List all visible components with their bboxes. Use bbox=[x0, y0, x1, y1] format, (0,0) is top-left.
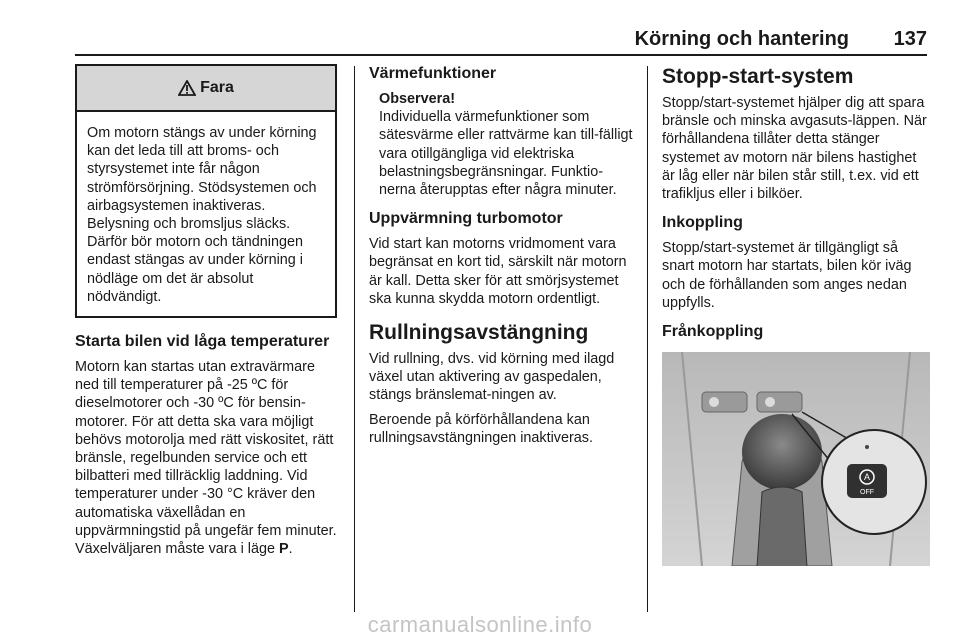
column-divider-2 bbox=[647, 66, 648, 612]
console-illustration bbox=[662, 352, 930, 566]
column-1 bbox=[75, 64, 337, 558]
note-text: Individuella värmefunktioner som sätesvärme eller rattvärme kan till-fälligt vara otillgängliga vid elektriska belastningsbegränsningar. Funktio-nerna återupptas efter några minuter. bbox=[379, 109, 633, 199]
column-2 bbox=[369, 64, 635, 447]
column-divider-1 bbox=[354, 66, 355, 612]
watermark: carmanualsonline.info bbox=[367, 612, 593, 637]
paragraph-activation: Stopp/start-systemet är tillgängligt så snart motorn har startats, bilen kör iväg och de förhållanden som anges nedan uppfylls. bbox=[662, 240, 912, 311]
gear-position: P bbox=[278, 541, 289, 558]
paragraph-turbo-warmup: Vid start kan motorns vridmoment vara begränsat en kort tid, särskilt när motorn är kall. Detta sker för att smörjsystemet ska kunna skydda motorn ordentligt. bbox=[369, 236, 627, 307]
heading-deactivation: Frånkoppling bbox=[662, 323, 764, 341]
heading-cold-start: Starta bilen vid låga temperaturer bbox=[75, 333, 330, 351]
heading-heating-functions: Värmefunktioner bbox=[369, 65, 497, 82]
note-box bbox=[369, 90, 635, 199]
paragraph-coasting-2: Beroende på körförhållandena kan rullningsavstängningen inaktiveras. bbox=[369, 411, 593, 446]
console-photo bbox=[662, 352, 930, 566]
section-title: Körning och hantering bbox=[634, 28, 849, 50]
note-title: Observera! bbox=[379, 91, 455, 107]
danger-text: Om motorn stängs av under körning kan det leda till att broms- och styrsystemet inte får någon strömförsörjning. Stödsystemen och airbagsystemen inaktiveras. Belysning och bromsljus släcks. Därför bör motorn och tändningen endast stängas av under körning i nödläge om det är absolut nödvändigt. bbox=[87, 125, 317, 305]
paragraph-stop-start: Stopp/start-systemet hjälper dig att spara bränsle och minska avgasuts-läppen. När förhållandena tillåter detta stänger systemet av motorn när bilens hastighet är låg eller när bilen står still, t.ex. vid ett trafikljus eller i bilköer. bbox=[662, 95, 927, 203]
danger-box-header bbox=[77, 66, 335, 112]
heading-activation: Inkoppling bbox=[662, 214, 743, 232]
danger-box bbox=[75, 64, 337, 318]
heading-turbo-warmup: Uppvärmning turbomotor bbox=[369, 210, 563, 228]
column-3 bbox=[662, 64, 930, 566]
page-number: 137 bbox=[893, 28, 927, 50]
heading-coasting-cutoff: Rullningsavstängning bbox=[369, 321, 589, 345]
heading-stop-start: Stopp-start-system bbox=[662, 65, 854, 88]
warning-triangle-icon bbox=[178, 80, 196, 96]
off-label: OFF bbox=[860, 489, 874, 497]
paragraph-coasting-1: Vid rullning, dvs. vid körning med ilagd växel utan aktivering av gaspedalen, stängs bränslemat-ningen av. bbox=[369, 351, 615, 404]
danger-label: Fara bbox=[200, 79, 234, 96]
page-header bbox=[75, 28, 927, 50]
header-rule bbox=[75, 54, 927, 56]
paragraph-cold-start: Motorn kan startas utan extravärmare ned till temperaturer på -25 ºC för dieselmotorer och -30 ºC för bensin-motorer. För att detta ska vara möjligt behövs motorolja med rätt viskositet, rätt bränsle, regelbunden service och ett bilbatteri med tillräcklig laddning. Vid temperaturer under -30 °C kräver den automatiska växellådan en uppvärmningstid på ungefär fem minuter. Växelväljaren måste vara i läge P. bbox=[75, 359, 337, 558]
auto-stop-symbol: A bbox=[863, 472, 871, 483]
